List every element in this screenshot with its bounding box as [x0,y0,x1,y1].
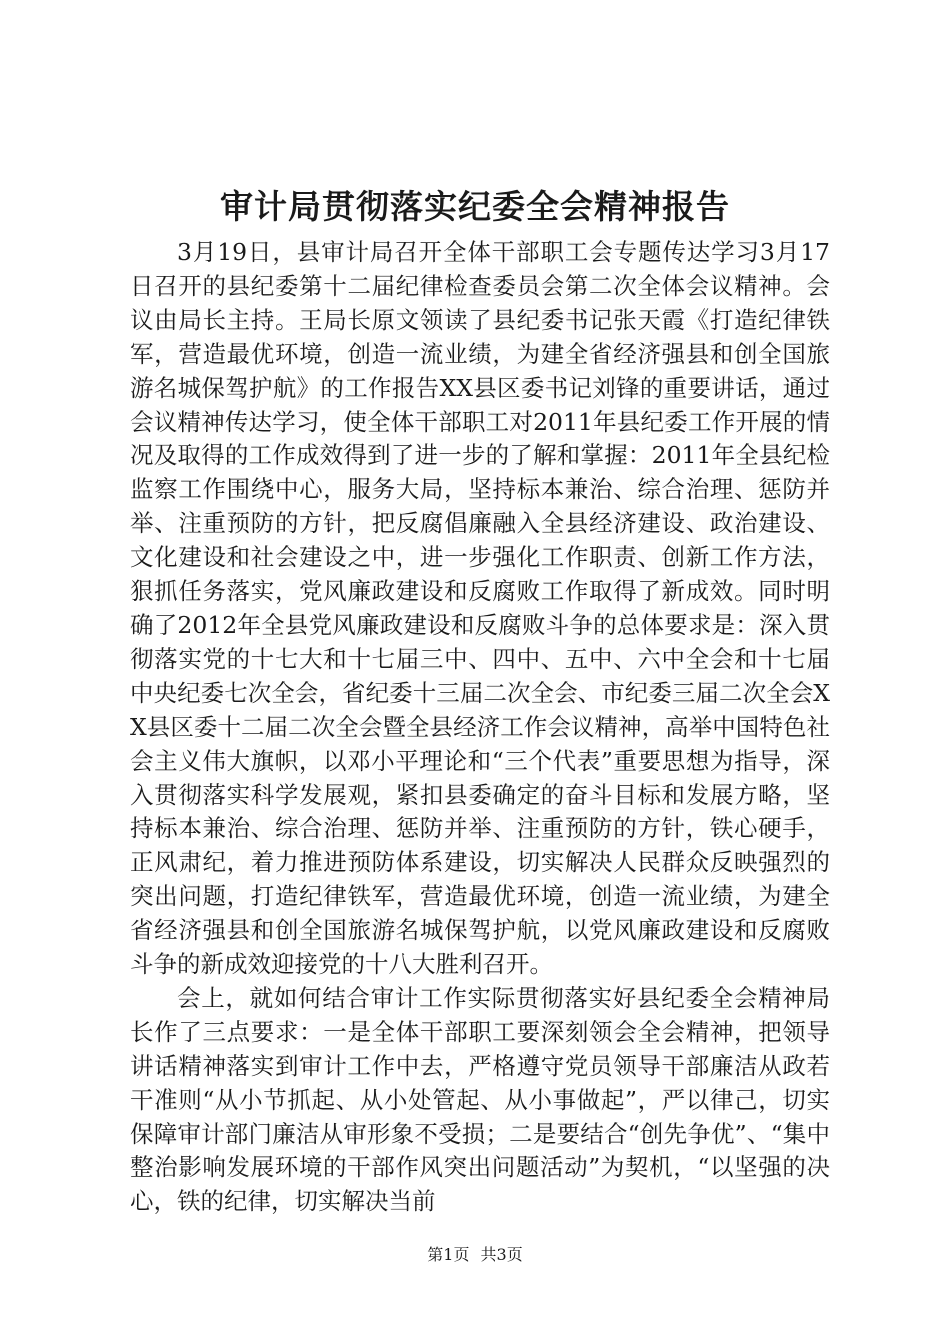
page-footer [0,1243,950,1267]
document-title: 审计局贯彻落实纪委全会精神报告 [220,187,730,226]
page-number-total: 共3页 [480,1245,523,1264]
paragraph-1: 3月19日，县审计局召开全体干部职工会专题传达学习3月17日召开的县纪委第十二届纪律检查委员会第二次全体会议精神。会议由局长主持。王局长原文领读了县纪委书记张天霞《打造纪律铁军，营造最优环境，创造一流业绩，为建全省经济强县和创全国旅游名城保驾护航》的工作报告XX县区委书记刘锋的重要讲话，通过会议精神传达学习，使全体干部职工对2011年县纪委工作开展的情况及取得的工作成效得到了进一步的了解和掌握：2011年全县纪检监察工作围绕中心，服务大局，坚持标本兼治、综合治理、惩防并举、注重预防的方针，把反腐倡廉融入全县经济建设、政治建设、文化建设和社会建设之中，进一步强化工作职责、创新工作方法，狠抓任务落实，党风廉政建设和反腐败工作取得了新成效。同时明确了2012年全县党风廉政建设和反腐败斗争的总体要求是：深入贯彻落实党的十七大和十七届三中、四中、五中、六中全会和十七届中央纪委七次全会，省纪委十三届二次全会、市纪委三届二次全会XX县区委十二届二次全会暨全县经济工作会议精神，高举中国特色社会主义伟大旗帜，以邓小平理论和“三个代表”重要思想为指导，深入贯彻落实科学发展观，紧扣县委确定的奋斗目标和发展方略，坚持标本兼治、综合治理、惩防并举、注重预防的方针，铁心硬手，正风肃纪，着力推进预防体系建设，切实解决人民群众反映强烈的突出问题，打造纪律铁军，营造最优环境，创造一流业绩，为建全省经济强县和创全国旅游名城保驾护航，以党风廉政建设和反腐败斗争的新成效迎接党的十八大胜利召开。 [130,238,830,979]
document-body [130,236,830,1219]
page-number-current: 第1页 [427,1245,470,1264]
paragraph-2: 会上，就如何结合审计工作实际贯彻落实好县纪委全会精神局长作了三点要求：一是全体干部职工要深刻领会全会精神，把领导讲话精神落实到审计工作中去，严格遵守党员领导干部廉洁从政若干准则“从小节抓起、从小处管起、从小事做起”，严以律己，切实保障审计部门廉洁从审形象不受损；二是要结合“创先争优”、“集中整治影响发展环境的干部作风突出问题活动”为契机，“以坚强的决心，铁的纪律，切实解决当前 [130,983,830,1216]
